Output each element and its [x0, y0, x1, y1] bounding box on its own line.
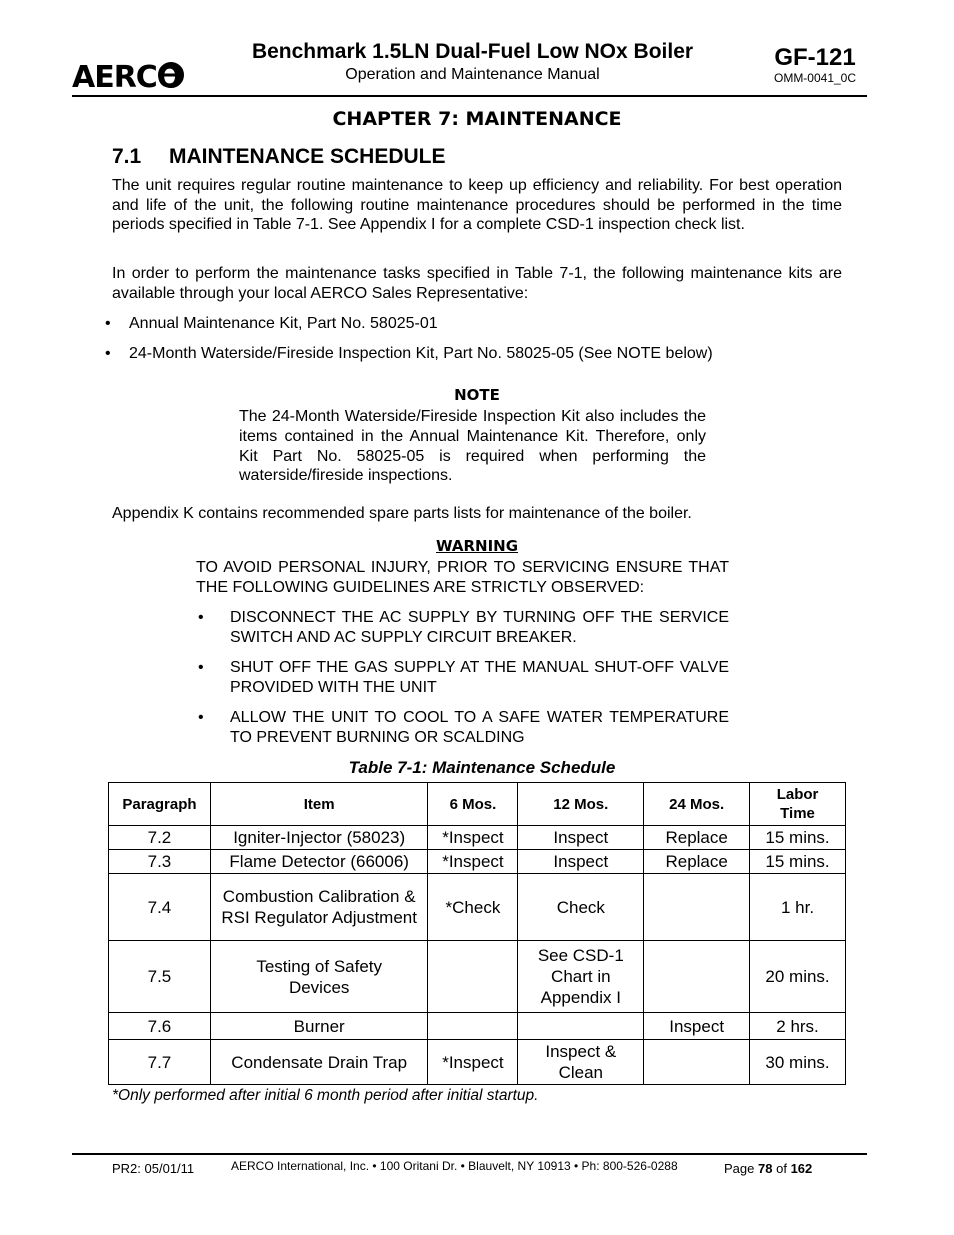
- kit-list: [105, 314, 845, 374]
- table-cell: 20 mins.: [750, 941, 846, 1013]
- table-cell: *Inspect: [428, 1040, 518, 1085]
- chapter-title: CHAPTER 7: MAINTENANCE: [332, 108, 622, 130]
- table-cell: [518, 1013, 644, 1040]
- table-cell: Testing of Safety Devices: [210, 941, 428, 1013]
- document-title: Benchmark 1.5LN Dual-Fuel Low NOx Boiler: [251, 40, 694, 63]
- table-cell: 7.7: [109, 1040, 211, 1085]
- logo-wordmark: AERCO: [72, 60, 182, 92]
- table-header-row: [109, 783, 846, 826]
- list-item: • 24-Month Waterside/Fireside Inspection Kit, Part No. 58025-05 (See NOTE below): [105, 345, 713, 362]
- list-item: • Annual Maintenance Kit, Part No. 58025-01: [105, 315, 438, 332]
- kits-paragraph: In order to perform the maintenance tasks specified in Table 7-1, the following maintenance kits are available through your local AERCO Sales Representative:: [112, 265, 842, 302]
- table-cell: Burner: [210, 1013, 428, 1040]
- section-title: MAINTENANCE SCHEDULE: [169, 145, 446, 168]
- table-cell: 2 hrs.: [750, 1013, 846, 1040]
- header-cell: Labor Time: [750, 783, 846, 826]
- note-heading: NOTE: [454, 386, 500, 404]
- table-cell: Inspect: [644, 1013, 750, 1040]
- header-rule: [72, 95, 867, 97]
- table-cell: Replace: [644, 850, 750, 874]
- table-cell: 30 mins.: [750, 1040, 846, 1085]
- document-subtitle: Operation and Maintenance Manual: [345, 66, 600, 83]
- section-number: 7.1: [112, 145, 142, 168]
- table-caption: Table 7-1: Maintenance Schedule: [348, 758, 616, 777]
- table-cell: *Inspect: [428, 826, 518, 850]
- table-cell: Inspect: [518, 826, 644, 850]
- table-cell: 7.2: [109, 826, 211, 850]
- table-cell: Combustion Calibration & RSI Regulator Adjustment: [210, 874, 428, 941]
- list-item: • ALLOW THE UNIT TO COOL TO A SAFE WATER TEMPERATURE TO PREVENT BURNING OR SCALDING: [198, 708, 729, 746]
- footer-page-number: Page 78 of 162: [724, 1161, 813, 1176]
- table-row: [109, 1040, 846, 1085]
- header-cell: 6 Mos.: [428, 783, 518, 826]
- table-cell: 15 mins.: [750, 826, 846, 850]
- list-item: • SHUT OFF THE GAS SUPPLY AT THE MANUAL SHUT-OFF VALVE PROVIDED WITH THE UNIT: [198, 658, 729, 696]
- table-row: [109, 850, 846, 874]
- footer-address: AERCO International, Inc. • 100 Oritani Dr. • Blauvelt, NY 10913 • Ph: 800-526-0288: [231, 1159, 678, 1173]
- table-cell: Flame Detector (66006): [210, 850, 428, 874]
- table-row: [109, 1013, 846, 1040]
- table-cell: 1 hr.: [750, 874, 846, 941]
- warning-text: TO AVOID PERSONAL INJURY, PRIOR TO SERVICING ENSURE THAT THE FOLLOWING GUIDELINES ARE STRICTLY OBSERVED:: [196, 559, 729, 596]
- table-cell: *Check: [428, 874, 518, 941]
- table-cell: *Inspect: [428, 850, 518, 874]
- table-cell: Check: [518, 874, 644, 941]
- table-cell: See CSD-1 Chart in Appendix I: [518, 941, 644, 1013]
- list-item: • DISCONNECT THE AC SUPPLY BY TURNING OFF THE SERVICE SWITCH AND AC SUPPLY CIRCUIT BREAKER.: [198, 609, 729, 646]
- appendix-paragraph: Appendix K contains recommended spare parts lists for maintenance of the boiler.: [112, 505, 692, 522]
- table-footnote: *Only performed after initial 6 month period after initial startup.: [112, 1087, 539, 1104]
- table-cell: [644, 941, 750, 1013]
- table-row: [109, 941, 846, 1013]
- table-cell: 7.6: [109, 1013, 211, 1040]
- table-cell: Igniter-Injector (58023): [210, 826, 428, 850]
- document-code: OMM-0041_0C: [773, 71, 857, 85]
- table-cell: Replace: [644, 826, 750, 850]
- table-cell: 15 mins.: [750, 850, 846, 874]
- header-cell: 12 Mos.: [518, 783, 644, 826]
- table-cell: Inspect: [518, 850, 644, 874]
- aerco-logo: [72, 58, 184, 92]
- maintenance-schedule-table: [108, 782, 846, 1085]
- document-number: GF-121: [774, 44, 856, 71]
- table-row: [109, 874, 846, 941]
- header-cell: Paragraph: [109, 783, 211, 826]
- table-cell: 7.3: [109, 850, 211, 874]
- table-cell: [428, 941, 518, 1013]
- table-row: [109, 826, 846, 850]
- table-cell: [644, 1040, 750, 1085]
- section-heading: [112, 145, 446, 169]
- header-cell: Item: [210, 783, 428, 826]
- footer-rule: [72, 1153, 867, 1155]
- table-cell: Condensate Drain Trap: [210, 1040, 428, 1085]
- table-cell: Inspect & Clean: [518, 1040, 644, 1085]
- table-cell: 7.5: [109, 941, 211, 1013]
- table-cell: [644, 874, 750, 941]
- intro-paragraph: The unit requires regular routine maintenance to keep up efficiency and reliability. For best operation and life of the unit, the following routine maintenance procedures should be performed in the time periods specified in Table 7-1. See Appendix I for a complete CSD-1 inspection check list.: [112, 177, 842, 234]
- footer-revision: PR2: 05/01/11: [112, 1161, 195, 1176]
- table-cell: [428, 1013, 518, 1040]
- warning-heading: WARNING: [435, 537, 519, 555]
- note-text: The 24-Month Waterside/Fireside Inspection Kit also includes the items contained in the Annual Maintenance Kit. Therefore, only Kit Part No. 58025-05 is required when performing the waterside/fireside inspections.: [239, 408, 706, 485]
- warning-list: [196, 608, 729, 758]
- table-cell: 7.4: [109, 874, 211, 941]
- header-cell: 24 Mos.: [644, 783, 750, 826]
